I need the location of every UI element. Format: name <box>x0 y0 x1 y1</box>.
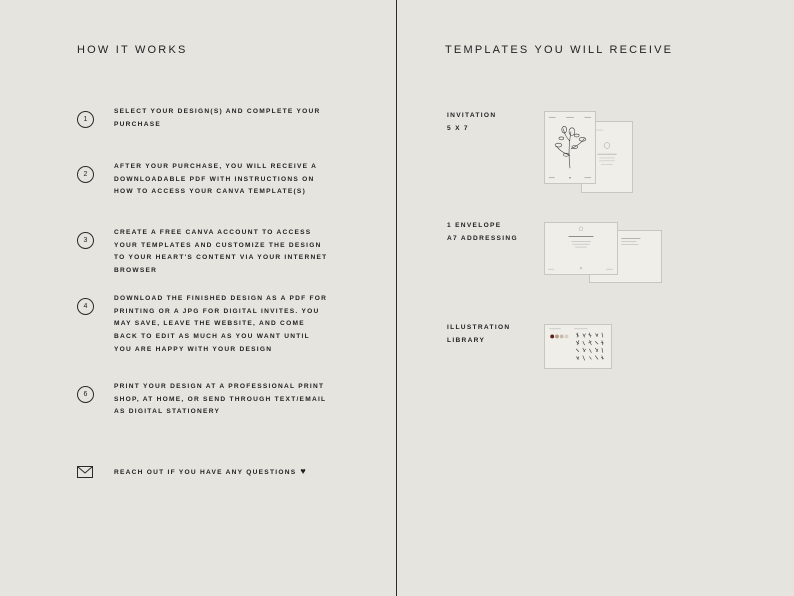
templates-title: TEMPLATES YOU WILL RECEIVE <box>445 44 674 56</box>
illustration-library-thumbnail <box>544 324 612 369</box>
step-text: PRINT YOUR DESIGN AT A PROFESSIONAL PRINT SHOP, AT HOME, OR SEND THROUGH TEXT/EMAIL AS DIGITAL STATIONERY <box>114 383 327 416</box>
step-number: 3 <box>77 232 94 249</box>
template-name: 1 ENVELOPE <box>447 222 502 229</box>
step-number: 1 <box>77 111 94 128</box>
envelope-front-thumbnail <box>544 222 618 275</box>
template-label-illustration <box>447 322 510 347</box>
step-text: AFTER YOUR PURCHASE, YOU WILL RECEIVE A DOWNLOADABLE PDF WITH INSTRUCTIONS ON HOW TO ACCESS YOUR CANVA TEMPLATE(S) <box>114 163 317 196</box>
template-name: ILLUSTRATION <box>447 324 511 331</box>
contact-row <box>77 465 377 481</box>
center-divider <box>396 0 397 596</box>
template-label-envelope <box>447 220 518 245</box>
step-number: 4 <box>77 298 94 315</box>
heart-icon: ♥ <box>300 466 306 476</box>
template-size: A7 ADDRESSING <box>447 234 518 242</box>
step-text: CREATE A FREE CANVA ACCOUNT TO ACCESS YOUR TEMPLATES AND CUSTOMIZE THE DESIGN TO YOUR HEART'S CONTENT VIA YOUR INTERNET BROWSER <box>114 229 328 275</box>
contact-label: REACH OUT IF YOU HAVE ANY QUESTIONS <box>114 469 297 476</box>
template-label-invitation <box>447 110 496 135</box>
step-number: 6 <box>77 386 94 403</box>
invitation-front-thumbnail <box>544 111 596 184</box>
illustration-library-art <box>545 325 611 368</box>
step-number: 2 <box>77 166 94 183</box>
contact-text <box>114 466 306 476</box>
floral-illustration <box>545 112 595 183</box>
step-text: SELECT YOUR DESIGN(S) AND COMPLETE YOUR PURCHASE <box>114 108 321 128</box>
envelope-icon <box>77 466 93 478</box>
template-size: 5 X 7 <box>447 124 469 132</box>
envelope-front-art <box>545 223 617 274</box>
step-text: DOWNLOAD THE FINISHED DESIGN AS A PDF FOR PRINTING OR A JPG FOR DIGITAL INVITES. YOU MAY SAVE, LEAVE THE WEBSITE, AND COME BACK TO EDIT AS MUCH AS YOU WANT UNTIL YOU ARE HAPPY WITH YOUR DESIGN <box>114 295 328 353</box>
template-size: LIBRARY <box>447 336 486 344</box>
how-it-works-title: HOW IT WORKS <box>77 44 188 56</box>
template-name: INVITATION <box>447 112 497 119</box>
